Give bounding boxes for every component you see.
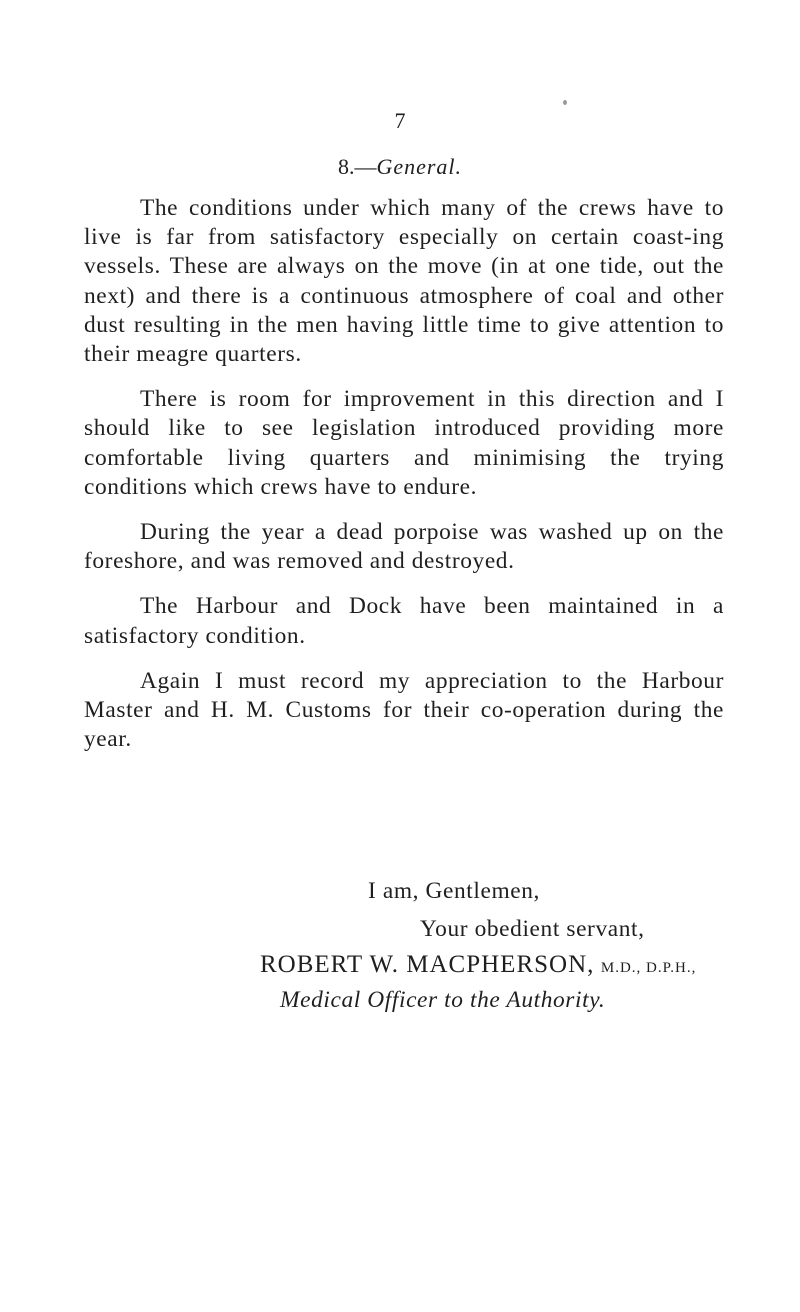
paragraph-appreciation: Again I must record my appreciation to the Harbour Master and H. M. Customs for their co-operation during the year.	[84, 667, 724, 753]
designation: Medical Officer to the Authority.	[280, 987, 606, 1013]
section-number: 8.	[337, 154, 355, 179]
ink-blot	[563, 100, 567, 105]
signature-degrees: M.D., D.P.H.,	[600, 960, 697, 976]
paragraph-porpoise: During the year a dead porpoise was washed up on the foreshore, and was removed and destroyed.	[84, 519, 724, 575]
section-title: General.	[376, 154, 463, 179]
signature	[84, 950, 724, 983]
signature-name: ROBERT W. MACPHERSON,	[260, 951, 595, 978]
paragraph-improvement: There is room for improvement in this direction and I should like to see legislation introduced providing more comfortable living quarters and minimising the trying conditions which crews have to endure.	[84, 386, 724, 500]
body-text	[84, 194, 724, 770]
letter-closing	[84, 876, 724, 1015]
salutation: I am, Gentlemen,	[368, 878, 540, 904]
section-dash: —	[354, 154, 377, 179]
paragraph-crew-conditions: The conditions under which many of the crews have to live is far from satisfactory especially on certain coast-ing vessels. These are always on the move (in at one tide, out the next) and there is a continuous atmosphere of coal and other dust resulting in the men having little time to give attention to their meagre quarters.	[84, 195, 724, 368]
page-number: 7	[394, 108, 406, 133]
section-heading	[0, 152, 800, 182]
valediction: Your obedient servant,	[420, 916, 645, 942]
paragraph-harbour-dock: The Harbour and Dock have been maintained in a satisfactory condition.	[84, 593, 724, 649]
